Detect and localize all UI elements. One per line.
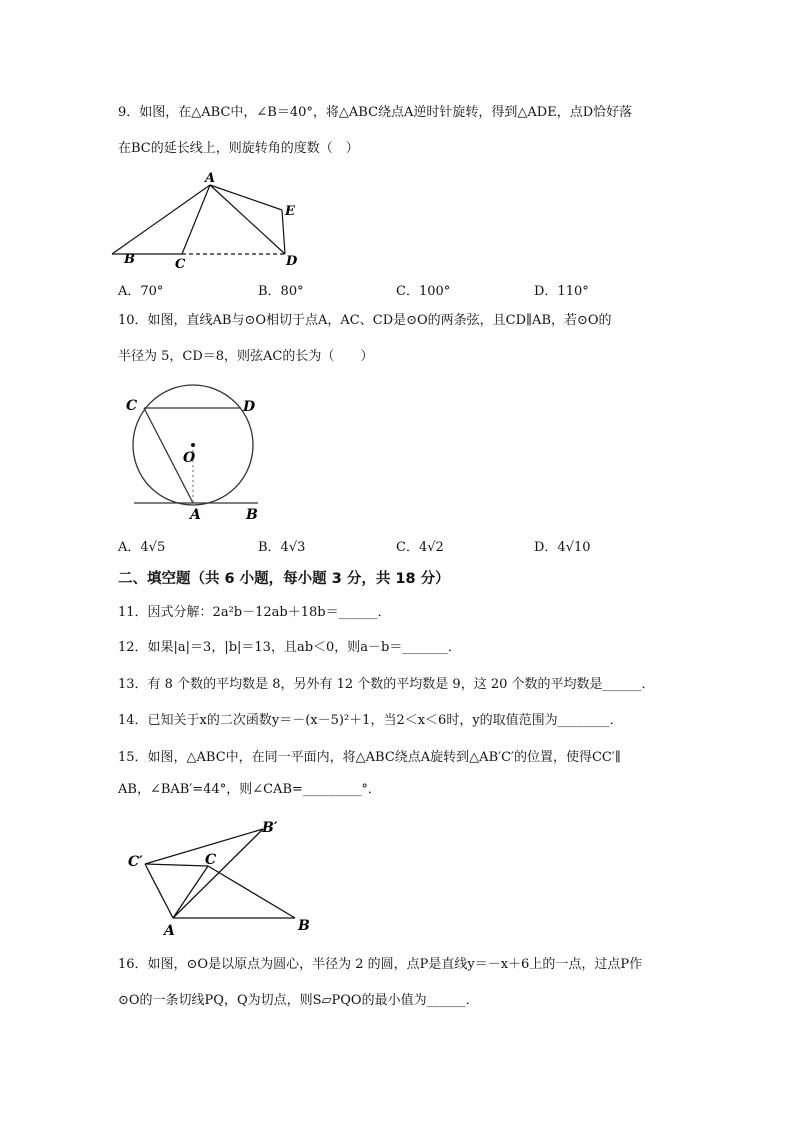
q10-option-b: B．4√3	[258, 540, 306, 555]
q11-text: 11．因式分解：2a²b－12ab＋18b＝______．	[118, 605, 391, 620]
q10-option-a: A．4√5	[118, 540, 166, 555]
q9-option-c: C．100°	[396, 284, 451, 299]
q10-text-line1: 10．如图，直线AB与⊙O相切于点A，AC、CD是⊙O的两条弦，且CD∥AB，若⊙O的	[118, 313, 612, 328]
q15-text-line2: AB，∠BAB′=44°，则∠CAB=_________°．	[118, 782, 381, 797]
q10-option-c: C．4√2	[396, 540, 444, 555]
q15-label-b: B	[298, 918, 310, 934]
q9-label-a: A	[205, 171, 216, 186]
q15-label-c: C	[205, 852, 217, 868]
q15-text-line1: 15．如图，△ABC中，在同一平面内，将△ABC绕点A旋转到△AB′C′的位置，使得CC′∥	[118, 750, 621, 765]
q13-text: 13．有 8 个数的平均数是 8，另外有 12 个数的平均数是 9，这 20 个数的平均数是______．	[118, 677, 655, 692]
q12-text: 12．如果|a|＝3，|b|＝13，且ab＜0，则a－b＝_______．	[118, 640, 461, 655]
q16-text-line1: 16．如图，⊙O是以原点为圆心，半径为 2 的圆，点P是直线y＝－x＋6上的一点，过点P作	[118, 957, 643, 972]
q9-text-line1: 9．如图，在△ABC中，∠B＝40°，将△ABC绕点A逆时针旋转，得到△ADE，点D恰好落	[118, 105, 633, 120]
q9-text-line2: 在BC的延长线上，则旋转角的度数（ ）	[118, 141, 359, 156]
q15-label-a: A	[164, 923, 175, 939]
q10-text-line2: 半径为 5，CD＝8，则弦AC的长为（ ）	[118, 349, 374, 364]
q9-option-a: A．70°	[118, 284, 164, 299]
q9-label-e: E	[285, 204, 295, 219]
q10-label-b: B	[246, 507, 258, 523]
q9-label-c: C	[175, 257, 186, 272]
q15-label-c-prime: C′	[128, 854, 143, 870]
q9-option-b: B．80°	[258, 284, 304, 299]
section-2-title: 二、填空题（共 6 小题，每小题 3 分，共 18 分）	[118, 571, 450, 587]
q14-text: 14．已知关于x的二次函数y＝－(x－5)²＋1，当2＜x＜6时，y的取值范围为________．	[118, 713, 623, 728]
q9-label-d: D	[286, 254, 298, 269]
q15-label-b-prime: B′	[262, 820, 278, 836]
q10-label-d: D	[243, 399, 256, 415]
q9-label-b: B	[124, 252, 135, 267]
q16-text-line2: ⊙O的一条切线PQ，Q为切点，则S▱PQO的最小值为______．	[118, 993, 479, 1008]
q10-label-c: C	[126, 398, 138, 414]
q10-label-a: A	[190, 507, 201, 523]
q10-label-o: O	[183, 450, 196, 466]
q10-option-d: D．4√10	[534, 540, 591, 555]
q9-option-d: D．110°	[534, 284, 589, 299]
